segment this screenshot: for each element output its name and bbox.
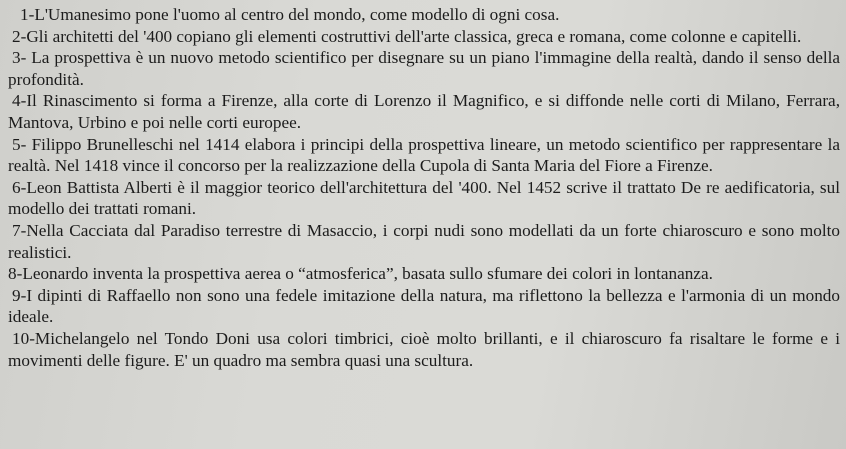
paragraph-4: 4-Il Rinascimento si forma a Firenze, alla corte di Lorenzo il Magnifico, e si diffonde nelle corti di Milano, Ferrara, Mantova, Urbino e poi nelle corti europee.	[8, 91, 840, 132]
paragraph-9: 9-I dipinti di Raffaello non sono una fedele imitazione della natura, ma riflettono la bellezza e l'armonia di un mondo ideale.	[8, 285, 840, 327]
paragraph-5: 5- Filippo Brunelleschi nel 1414 elabora i principi della prospettiva lineare, un metodo scientifico per rappresentare la realtà. Nel 1418 vince il concorso per la realizzazione della Cupola di Santa Maria del Fiore a Firenze.	[8, 134, 840, 176]
paragraph-2: 2-Gli architetti del '400 copiano gli elementi costruttivi dell'arte classica, greca e romana, come colonne e capitelli.	[12, 26, 802, 46]
paragraph-3: 3- La prospettiva è un nuovo metodo scientifico per disegnare su un piano l'immagine della realtà, dando il senso della profondità.	[8, 48, 840, 89]
paragraph-6: 6-Leon Battista Alberti è il maggior teorico dell'architettura del '400. Nel 1452 scrive il trattato De re aedificatoria, sul modello dei trattati romani.	[8, 177, 840, 219]
paragraph-8: 8-Leonardo inventa la prospettiva aerea o “atmosferica”, basata sullo sfumare dei colori in lontananza.	[8, 264, 713, 284]
paragraph-10: 10-Michelangelo nel Tondo Doni usa colori timbrici, cioè molto brillanti, e il chiaroscuro fa risaltare le forme e i movimenti delle figure. E' un quadro ma sembra quasi una scultura.	[8, 328, 840, 370]
paragraph-1: 1-L'Umanesimo pone l'uomo al centro del mondo, come modello di ogni cosa.	[20, 5, 560, 24]
paragraph-7: 7-Nella Cacciata dal Paradiso terrestre di Masaccio, i corpi nudi sono modellati da un forte chiaroscuro e sono molto realistici.	[8, 220, 840, 262]
